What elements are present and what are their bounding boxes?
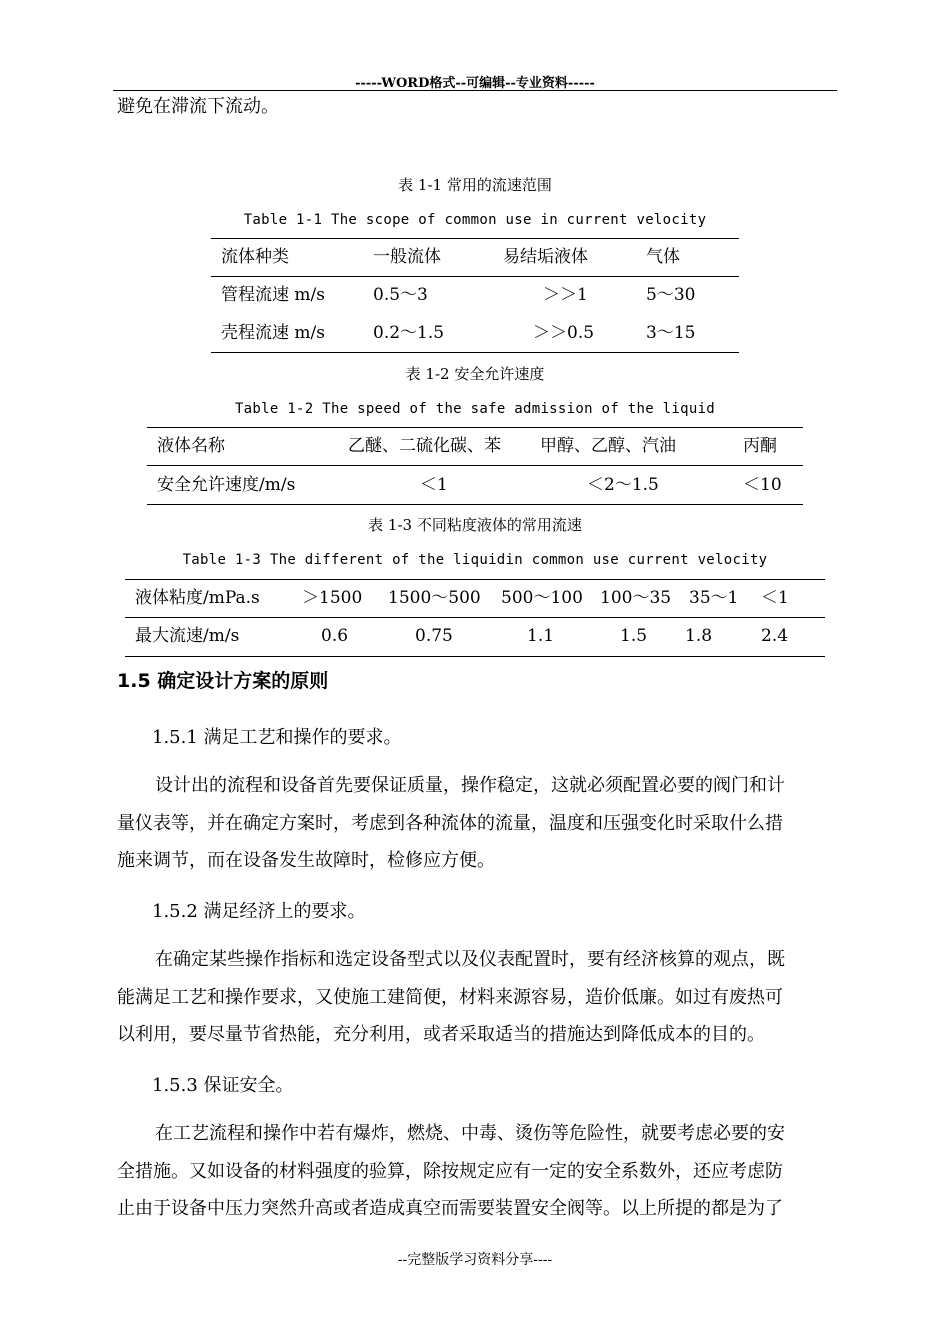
table2-caption-en: Table 1-2 The speed of the safe admission of the liquid <box>234 401 716 417</box>
table1-cell: 壳程流速 m/s <box>221 323 325 343</box>
page-footer: --完整版学习资料分享---- <box>397 1252 553 1268</box>
table3-top-rule <box>125 579 825 580</box>
table3-cell: 1.8 <box>685 626 713 646</box>
table3-bottom-rule <box>125 656 825 657</box>
table3-caption-en: Table 1-3 The different of the liquidin common use current velocity <box>182 552 768 568</box>
table1-top-rule <box>211 238 739 239</box>
table1-cell: 0.2～1.5 <box>373 323 445 343</box>
table3-header-rule <box>125 617 825 618</box>
table3-cell: 1.5 <box>620 626 648 646</box>
header-rule <box>113 90 837 91</box>
table2-bottom-rule <box>147 504 803 505</box>
table1-cell: 5～30 <box>646 285 696 305</box>
table3-caption-cn: 表 1-3 不同粘度液体的常用流速 <box>368 516 582 534</box>
table3-header-cell: 液体粘度/mPa.s <box>135 588 260 608</box>
table3-header-cell: 500～100 <box>501 588 583 608</box>
paragraph-line: 施来调节，而在设备发生故障时，检修应方便。 <box>117 850 495 871</box>
table1-header-cell: 易结垢液体 <box>503 247 588 267</box>
table3-header-cell: 100～35 <box>600 588 672 608</box>
table2-top-rule <box>147 427 803 428</box>
table1-header-rule <box>211 276 739 277</box>
table3-header-cell: ＜1 <box>761 588 789 608</box>
table1-header-cell: 气体 <box>646 247 680 267</box>
table1-caption-cn: 表 1-1 常用的流速范围 <box>398 176 552 194</box>
table2-cell: ＜2～1.5 <box>587 475 659 495</box>
table3-cell: 最大流速/m/s <box>135 626 240 646</box>
paragraph-line: 在工艺流程和操作中若有爆炸，燃烧、中毒、烫伤等危险性，就要考虑必要的安 <box>155 1123 785 1144</box>
table1-caption-en: Table 1-1 The scope of common use in current velocity <box>243 212 707 228</box>
subsection-title: 1.5.2 满足经济上的要求。 <box>152 901 366 922</box>
intro-line: 避免在滞流下流动。 <box>117 96 279 117</box>
subsection-title: 1.5.3 保证安全。 <box>152 1075 294 1096</box>
table2-cell: 安全允许速度/m/s <box>157 475 296 495</box>
table1-cell: 3～15 <box>646 323 696 343</box>
table2-header-cell: 甲醇、乙醇、汽油 <box>540 436 676 456</box>
paragraph-line: 以利用，要尽量节省热能，充分利用，或者采取适当的措施达到降低成本的目的。 <box>117 1024 765 1045</box>
table2-cell: ＜1 <box>420 475 448 495</box>
paragraph-line: 在确定某些操作指标和选定设备型式以及仪表配置时，要有经济核算的观点，既 <box>155 949 785 970</box>
table1-cell: 管程流速 m/s <box>221 285 325 305</box>
table2-header-rule <box>147 465 803 466</box>
page-header: -----WORD格式--可编辑--专业资料----- <box>355 76 595 91</box>
table3-cell: 0.6 <box>321 626 349 646</box>
table1-cell: ＞＞0.5 <box>533 323 595 343</box>
table2-caption-cn: 表 1-2 安全允许速度 <box>405 365 545 383</box>
section-title: 1.5 确定设计方案的原则 <box>117 670 329 692</box>
table3-cell: 2.4 <box>761 626 789 646</box>
table1-header-cell: 一般流体 <box>373 247 441 267</box>
table3-cell: 1.1 <box>527 626 555 646</box>
table3-header-cell: 1500～500 <box>388 588 481 608</box>
paragraph-line: 止由于设备中压力突然升高或者造成真空而需要装置安全阀等。以上所提的都是为了 <box>117 1198 783 1219</box>
table1-cell: ＞＞1 <box>543 285 588 305</box>
table3-header-cell: ＞1500 <box>302 588 363 608</box>
table2-header-cell: 乙醚、二硫化碳、苯 <box>348 436 501 456</box>
table1-cell: 0.5～3 <box>373 285 428 305</box>
table2-cell: ＜10 <box>743 475 782 495</box>
table1-bottom-rule <box>211 352 739 353</box>
table3-cell: 0.75 <box>415 626 453 646</box>
table2-header-cell: 液体名称 <box>157 436 225 456</box>
paragraph-line: 量仪表等，并在确定方案时，考虑到各种流体的流量，温度和压强变化时采取什么措 <box>117 813 783 834</box>
paragraph-line: 能满足工艺和操作要求，又使施工建简便，材料来源容易，造价低廉。如过有废热可 <box>117 987 783 1008</box>
paragraph-line: 设计出的流程和设备首先要保证质量，操作稳定，这就必须配置必要的阀门和计 <box>155 775 785 796</box>
table3-header-cell: 35～1 <box>689 588 739 608</box>
subsection-title: 1.5.1 满足工艺和操作的要求。 <box>152 727 402 748</box>
paragraph-line: 全措施。又如设备的材料强度的验算，除按规定应有一定的安全系数外，还应考虑防 <box>117 1161 783 1182</box>
table2-header-cell: 丙酮 <box>743 436 777 456</box>
table1-header-cell: 流体种类 <box>221 247 289 267</box>
